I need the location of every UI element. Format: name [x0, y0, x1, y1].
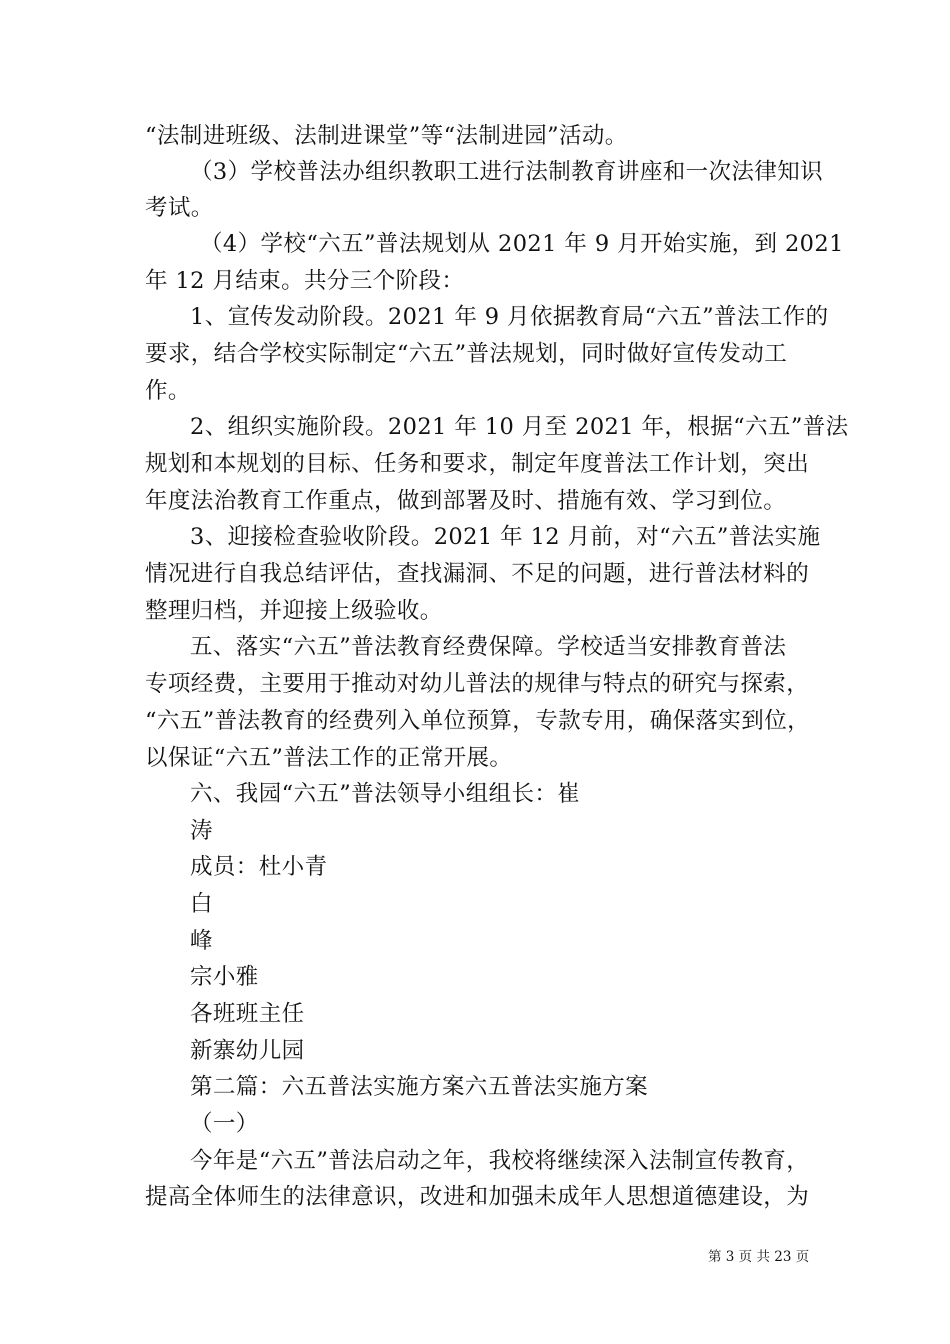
text-line: 1、宣传发动阶段。2021 年 9 月依据教育局“六五”普法工作的 — [190, 304, 829, 330]
text-line: “六五”普法教育的经费列入单位预算，专款专用，确保落实到位， — [145, 708, 811, 734]
text-line: 宗小雅 — [190, 964, 259, 990]
text-line: 整理归档，并迎接上级验收。 — [145, 598, 443, 624]
text-line: 成员：杜小青 — [190, 854, 328, 880]
text-line: “法制进班级、法制进课堂”等“法制进园”活动。 — [145, 123, 628, 149]
page-number: 第 3 页 共 23 页 — [708, 1249, 810, 1265]
text-line: 各班班主任 — [190, 1001, 305, 1027]
text-line: 要求，结合学校实际制定“六五”普法规划，同时做好宣传发动工 — [145, 341, 788, 367]
text-line: 白 — [190, 891, 213, 917]
text-line: （3）学校普法办组织教职工进行法制教育讲座和一次法律知识 — [190, 159, 824, 185]
text-line: 新寨幼儿园 — [190, 1038, 305, 1064]
text-line: 峰 — [190, 928, 213, 954]
text-line: 情况进行自我总结评估，查找漏洞、不足的问题，进行普法材料的 — [145, 561, 810, 587]
text-line: 涛 — [190, 818, 213, 844]
text-line: （一） — [190, 1111, 259, 1137]
text-line: 年 12 月结束。共分三个阶段： — [145, 268, 465, 294]
text-line: 六、我园“六五”普法领导小组组长：崔 — [190, 781, 581, 807]
text-line: 第二篇：六五普法实施方案六五普法实施方案 — [190, 1074, 649, 1100]
text-line: 2、组织实施阶段。2021 年 10 月至 2021 年，根据“六五”普法 — [190, 414, 849, 440]
text-line: 专项经费，主要用于推动对幼儿普法的规律与特点的研究与探索， — [145, 671, 810, 697]
text-line: 年度法治教育工作重点，做到部署及时、措施有效、学习到位。 — [145, 488, 787, 514]
text-line: 以保证“六五”普法工作的正常开展。 — [145, 745, 513, 771]
text-line: 3、迎接检查验收阶段。2021 年 12 月前，对“六五”普法实施 — [190, 524, 821, 550]
text-line: 五、落实“六五”普法教育经费保障。学校适当安排教育普法 — [190, 634, 787, 660]
text-line: 考试。 — [145, 195, 214, 221]
text-line: 提高全体师生的法律意识，改进和加强未成年人思想道德建设，为 — [145, 1184, 810, 1210]
text-line: 作。 — [145, 378, 191, 404]
text-line: 今年是“六五”普法启动之年，我校将继续深入法制宣传教育， — [190, 1148, 810, 1174]
text-line: （4）学校“六五”普法规划从 2021 年 9 月开始实施，到 2021 — [200, 231, 844, 257]
text-line: 规划和本规划的目标、任务和要求，制定年度普法工作计划，突出 — [145, 451, 810, 477]
